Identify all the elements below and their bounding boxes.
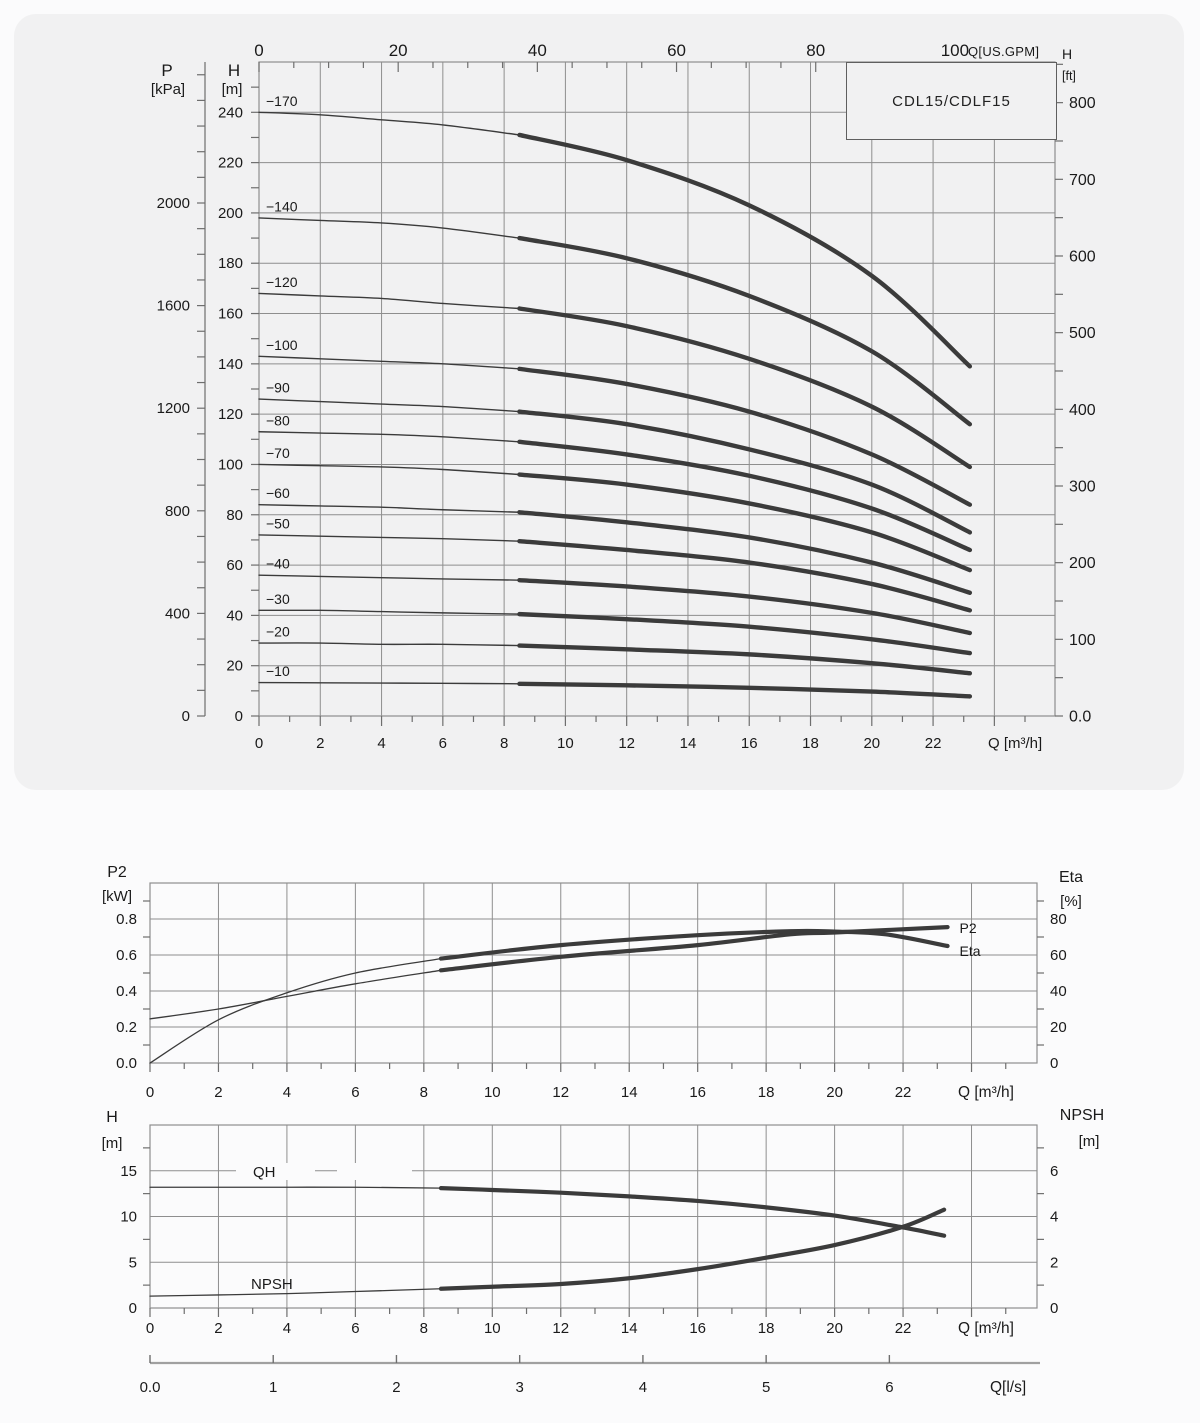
x-tick-label: 2 bbox=[214, 1320, 223, 1337]
bottom-axis-tick-label: 18 bbox=[802, 735, 819, 752]
curve-Eta-thin bbox=[150, 959, 441, 1063]
x-tick-label: 8 bbox=[419, 1320, 429, 1337]
curve-label-−60: −60 bbox=[266, 485, 290, 502]
left-axis-title: H bbox=[106, 1109, 118, 1126]
ls-tick-label: 1 bbox=[269, 1379, 278, 1396]
right-axis-title: Eta bbox=[1058, 869, 1084, 886]
curve-−20-duty bbox=[519, 646, 969, 674]
bottom-axis-tick-label: 22 bbox=[924, 735, 942, 752]
curve-−80-thin bbox=[259, 432, 519, 442]
x-tick-label: 20 bbox=[826, 1320, 843, 1337]
h-axis-tick-label: 180 bbox=[217, 255, 243, 273]
right-axis-unit: [%] bbox=[1060, 893, 1082, 910]
curve-label-−140: −140 bbox=[266, 198, 298, 215]
curve-−20-thin bbox=[259, 643, 519, 646]
ls-tick-label: 6 bbox=[885, 1379, 894, 1396]
curve-−70-thin bbox=[259, 464, 519, 474]
p-axis-tick-label: 2000 bbox=[156, 195, 190, 213]
x-tick-label: 0 bbox=[145, 1320, 155, 1337]
npsh-tick-label: 6 bbox=[1050, 1162, 1059, 1180]
h-axis-unit: [m] bbox=[221, 81, 243, 98]
curve-−30-thin bbox=[259, 610, 519, 614]
curve-−120-duty bbox=[519, 309, 969, 467]
x-tick-label: 10 bbox=[483, 1320, 501, 1337]
h-axis-tick-label: 0 bbox=[234, 708, 243, 725]
h-axis-tick-label: 120 bbox=[217, 406, 243, 424]
qh-npsh-chart bbox=[102, 1107, 1105, 1337]
top-axis-tick-label: 20 bbox=[388, 41, 408, 60]
model-label: CDL15/CDLF15 bbox=[892, 92, 1011, 110]
x-axis-title: Q [m³/h] bbox=[958, 1320, 1014, 1337]
curve-−120-thin bbox=[259, 293, 519, 308]
h-axis-title: H bbox=[227, 61, 241, 80]
curve-label-−170: −170 bbox=[266, 92, 298, 109]
bottom-axis-tick-label: 6 bbox=[438, 735, 448, 752]
bottom-axis-tick-label: 14 bbox=[679, 735, 697, 752]
x-tick-label: 16 bbox=[689, 1084, 707, 1101]
top-axis-tick-label: 100 bbox=[940, 41, 970, 60]
ft-axis-tick-label: 0.0 bbox=[1069, 708, 1092, 726]
p-axis-tick-label: 400 bbox=[164, 605, 190, 623]
h-axis-tick-label: 100 bbox=[217, 456, 243, 474]
h-tick-label: 5 bbox=[128, 1254, 137, 1272]
curve-label-−120: −120 bbox=[266, 273, 298, 290]
right-axis-title: NPSH bbox=[1059, 1107, 1105, 1124]
x-tick-label: 6 bbox=[351, 1084, 360, 1101]
x-tick-label: 22 bbox=[894, 1320, 912, 1337]
curve-P2-thin bbox=[150, 970, 441, 1019]
x-tick-label: 16 bbox=[689, 1320, 707, 1337]
top-axis-tick-label: 0 bbox=[254, 41, 264, 60]
x-tick-label: 10 bbox=[483, 1084, 501, 1101]
kw-tick-label: 0.2 bbox=[116, 1019, 137, 1036]
h-axis-tick-label: 20 bbox=[226, 657, 243, 675]
x-tick-label: 6 bbox=[351, 1320, 360, 1337]
ls-tick-label: 0.0 bbox=[139, 1379, 161, 1396]
x-tick-label: 4 bbox=[282, 1084, 292, 1101]
ft-axis-tick-label: 600 bbox=[1069, 248, 1096, 266]
curve-−100-thin bbox=[259, 356, 519, 369]
kw-tick-label: 0.4 bbox=[116, 983, 137, 1000]
x-tick-label: 22 bbox=[894, 1084, 912, 1101]
p-axis-unit: [kPa] bbox=[150, 81, 186, 98]
x-tick-label: 18 bbox=[757, 1320, 775, 1337]
main-qh-chart bbox=[151, 41, 1096, 752]
right-axis-unit: [ft] bbox=[1062, 69, 1076, 83]
x-tick-label: 4 bbox=[282, 1320, 292, 1337]
h-axis-tick-label: 240 bbox=[217, 104, 243, 122]
x-tick-label: 2 bbox=[214, 1084, 223, 1101]
bottom-axis-tick-label: 2 bbox=[316, 735, 325, 752]
left-axis-title: P2 bbox=[107, 864, 127, 881]
curve-−90-thin bbox=[259, 399, 519, 412]
curve-label-QH: QH bbox=[253, 1164, 276, 1181]
ft-axis-tick-label: 500 bbox=[1069, 325, 1096, 343]
ft-axis-tick-label: 800 bbox=[1069, 95, 1096, 113]
x-axis-title: Q [m³/h] bbox=[958, 1084, 1014, 1101]
x-tick-label: 14 bbox=[620, 1084, 638, 1101]
curve-label-−20: −20 bbox=[266, 623, 290, 640]
curve-−60-duty bbox=[519, 512, 969, 592]
h-tick-label: 15 bbox=[120, 1162, 137, 1180]
curve-label-P2: P2 bbox=[959, 920, 977, 937]
h-axis-tick-label: 60 bbox=[226, 557, 243, 575]
ls-tick-label: 5 bbox=[761, 1379, 771, 1396]
bottom-axis-tick-label: 10 bbox=[557, 735, 574, 752]
x-tick-label: 0 bbox=[145, 1084, 155, 1101]
plot-border bbox=[150, 883, 1037, 1063]
npsh-tick-label: 4 bbox=[1050, 1208, 1059, 1226]
left-axis-unit: [m] bbox=[101, 1135, 123, 1152]
h-tick-label: 10 bbox=[120, 1208, 137, 1226]
ft-axis-tick-label: 400 bbox=[1069, 401, 1096, 419]
x-tick-label: 20 bbox=[826, 1084, 843, 1101]
curve-label-−80: −80 bbox=[266, 412, 290, 429]
bottom-axis-title: Q [m³/h] bbox=[988, 735, 1043, 752]
eta-tick-label: 0 bbox=[1050, 1055, 1059, 1072]
ft-axis-tick-label: 300 bbox=[1069, 478, 1096, 496]
ft-axis-tick-label: 200 bbox=[1069, 555, 1096, 573]
curve-label-−30: −30 bbox=[266, 590, 290, 607]
x-tick-label: 14 bbox=[620, 1320, 638, 1337]
top-axis-tick-label: 40 bbox=[527, 41, 547, 60]
p-axis-tick-label: 800 bbox=[164, 502, 190, 520]
curve-−50-thin bbox=[259, 535, 519, 541]
eta-tick-label: 60 bbox=[1050, 947, 1067, 964]
ls-tick-label: 2 bbox=[392, 1379, 401, 1396]
h-axis-tick-label: 220 bbox=[217, 154, 243, 172]
right-axis-title: H bbox=[1062, 46, 1073, 62]
curve-−40-thin bbox=[259, 575, 519, 580]
eta-tick-label: 40 bbox=[1050, 983, 1067, 1000]
x-tick-label: 12 bbox=[552, 1084, 570, 1101]
curve-−50-duty bbox=[519, 541, 969, 610]
curve-label-−100: −100 bbox=[266, 336, 298, 353]
h-axis-tick-label: 80 bbox=[226, 506, 243, 524]
curve-label-−90: −90 bbox=[266, 379, 290, 396]
h-axis-tick-label: 40 bbox=[226, 607, 243, 625]
h-tick-label: 0 bbox=[128, 1300, 137, 1317]
bottom-axis-tick-label: 16 bbox=[740, 735, 758, 752]
curve-label-NPSH: NPSH bbox=[251, 1276, 293, 1293]
curve-label-−50: −50 bbox=[266, 515, 290, 532]
curve-label-−40: −40 bbox=[266, 555, 290, 572]
h-axis-tick-label: 140 bbox=[217, 355, 243, 373]
curve-QH-thin bbox=[150, 1187, 441, 1188]
model-label-box bbox=[846, 62, 1057, 140]
ft-axis-tick-label: 700 bbox=[1069, 171, 1096, 189]
p2-eta-chart bbox=[102, 864, 1083, 1101]
npsh-tick-label: 2 bbox=[1050, 1254, 1059, 1272]
bottom-axis-tick-label: 0 bbox=[254, 735, 264, 752]
h-axis-tick-label: 200 bbox=[217, 204, 243, 222]
right-axis-unit: [m] bbox=[1078, 1133, 1100, 1150]
curve-−10-duty bbox=[519, 684, 969, 697]
curve-NPSH-thin bbox=[150, 1289, 441, 1296]
curve-label-−70: −70 bbox=[266, 444, 290, 461]
bottom-axis-tick-label: 8 bbox=[499, 735, 509, 752]
curve-QH-duty bbox=[441, 1188, 944, 1236]
curve-−100-duty bbox=[519, 369, 969, 505]
h-axis-tick-label: 160 bbox=[217, 305, 243, 323]
bottom-axis-tick-label: 4 bbox=[377, 735, 386, 752]
curve-label-−10: −10 bbox=[266, 663, 290, 680]
bottom-axis-tick-label: 12 bbox=[618, 735, 636, 752]
gridline-gap-mask bbox=[236, 1163, 315, 1180]
top-axis-title: Q[US.GPM] bbox=[968, 44, 1040, 59]
bottom-axis-tick-label: 20 bbox=[863, 735, 881, 752]
curve-−90-duty bbox=[519, 412, 969, 533]
curve-−10-thin bbox=[259, 683, 519, 684]
npsh-tick-label: 0 bbox=[1050, 1300, 1059, 1317]
left-axis-unit: [kW] bbox=[102, 888, 132, 905]
ls-tick-label: 3 bbox=[515, 1379, 524, 1396]
kw-tick-label: 0.8 bbox=[116, 911, 137, 928]
ls-scale-axis bbox=[140, 1355, 1040, 1396]
curve-label-Eta: Eta bbox=[959, 943, 981, 959]
gridline-gap-mask bbox=[337, 1163, 412, 1180]
x-tick-label: 12 bbox=[552, 1320, 570, 1337]
eta-tick-label: 20 bbox=[1050, 1019, 1067, 1036]
x-tick-label: 8 bbox=[419, 1084, 429, 1101]
p-axis-title: P bbox=[161, 61, 173, 80]
p-axis-tick-label: 1200 bbox=[156, 400, 190, 418]
curve-−140-duty bbox=[519, 238, 969, 424]
top-axis-tick-label: 60 bbox=[667, 41, 686, 60]
x-tick-label: 18 bbox=[757, 1084, 775, 1101]
top-axis-tick-label: 80 bbox=[806, 41, 826, 60]
ls-tick-label: 4 bbox=[638, 1379, 648, 1396]
curve-−170-thin bbox=[259, 112, 519, 135]
p-axis-tick-label: 1600 bbox=[156, 297, 190, 315]
curve-−60-thin bbox=[259, 505, 519, 513]
kw-tick-label: 0.6 bbox=[116, 947, 137, 964]
kw-tick-label: 0.0 bbox=[116, 1055, 137, 1072]
ft-axis-tick-label: 100 bbox=[1069, 631, 1096, 649]
ls-axis-title: Q[l/s] bbox=[990, 1379, 1027, 1396]
eta-tick-label: 80 bbox=[1050, 911, 1067, 928]
curve-−140-thin bbox=[259, 218, 519, 238]
p-axis-tick-label: 0 bbox=[181, 708, 190, 725]
